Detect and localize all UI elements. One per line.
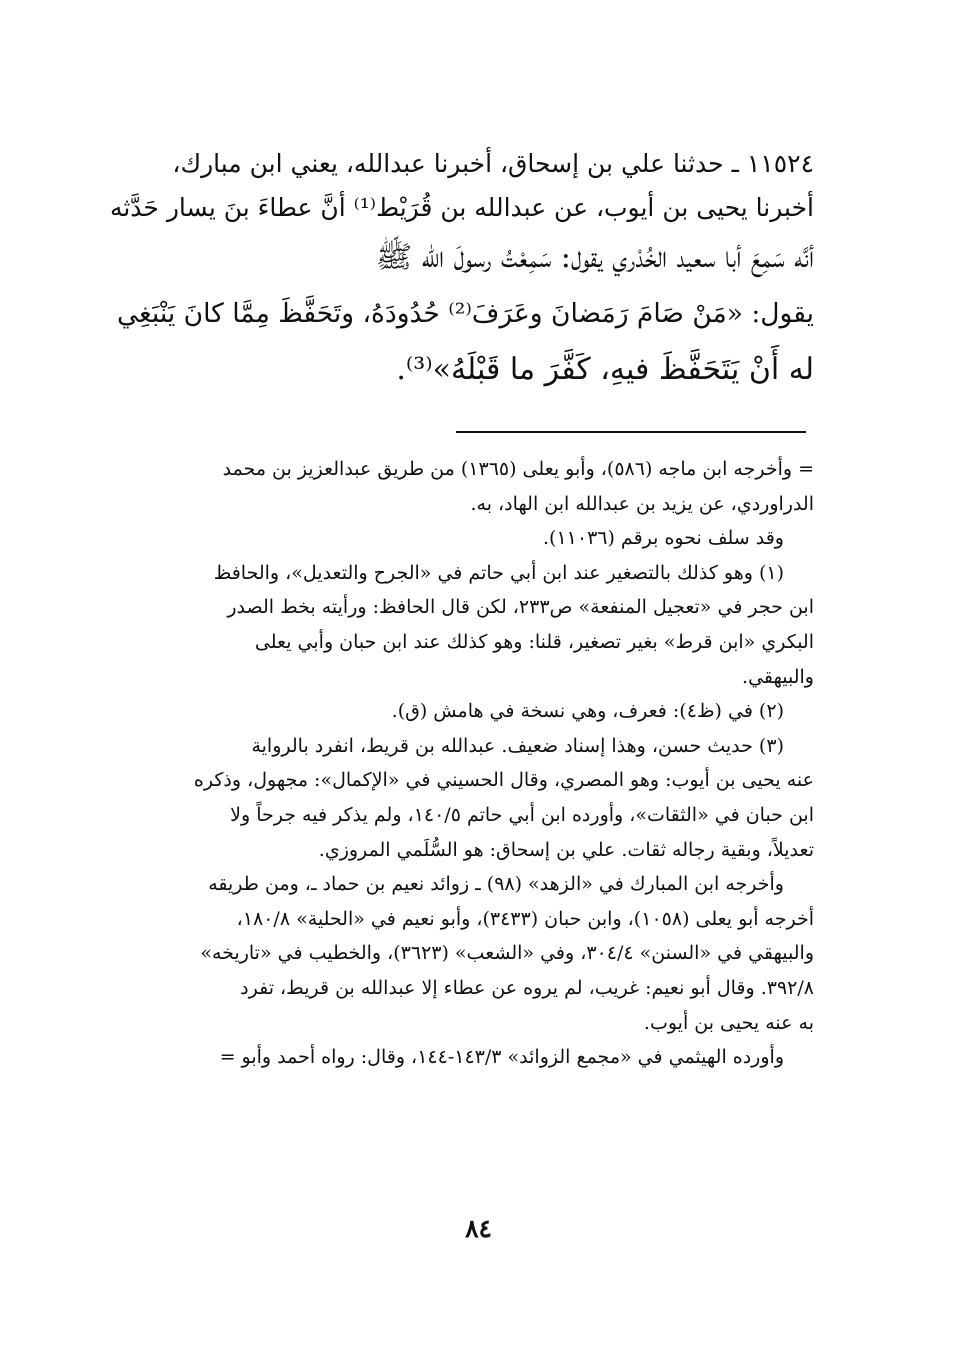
footnote-continuation-line: = وأخرجه ابن ماجه (٥٨٦)، وأبو يعلى (١٣٦٥) من طريق عبدالعزيز بن محمد [222, 458, 814, 480]
isnad-line-2: أخبرنا يحيى بن أيوب، عن عبدالله بن قُرَيْط⁽¹⁾ أنَّ عطاءَ بنَ يسار حَدَّثه [109, 193, 814, 222]
matn-line-3: له أَنْ يَتَحَفَّظَ فيهِ، كَفَّرَ ما قَبْلَهُ»⁽³⁾. [396, 352, 814, 387]
footnote-3-line: تعديلاً، وبقية رجاله ثقات. علي بن إسحاق: هو السُّلَمي المروزي. [318, 838, 814, 861]
footnote-2-line: (٢) في (ظ٤): فعرف، وهي نسخة في هامش (ق). [391, 700, 784, 723]
footnote-separator [456, 431, 806, 433]
matn-line-2: يقول: «مَنْ صَامَ رَمَضانَ وعَرَفَ⁽²⁾ حُدُودَهُ، وتَحَفَّظَ مِمَّا كانَ يَنْبَغِي [116, 298, 814, 329]
footnote-1-line: ابن حجر في «تعجيل المنفعة» ص٢٣٣، لكن قال الحافظ: ورأيته بخط الصدر [227, 596, 814, 619]
footnote-3-sources-line: أخرجه أبو يعلى (١٠٥٨)، وابن حبان (٣٤٣٣)، وأبو نعيم في «الحلية» ١٨٠/٨، [236, 907, 814, 930]
footnote-3-sources-line: والبيهقي في «السنن» ٣٠٤/٤، وفي «الشعب» (٣٦٢٣)، والخطيب في «تاريخه» [200, 942, 814, 965]
matn-line-1: أنَّه سَمِعَ أبا سعيد الخُدْري يقول: سَمِعْتُ رسولَ الله ﷺ [375, 240, 814, 275]
footnote-continuation-line: وقد سلف نحوه برقم (١١٠٣٦). [543, 527, 784, 550]
footnote-3-line: عنه يحيى بن أيوب: وهو المصري، وقال الحسيني في «الإكمال»: مجهول، وذكره [193, 769, 814, 792]
footnotes-block [108, 452, 814, 1075]
footnote-1-line: البكري «ابن قرط» بغير تصغير، قلنا: وهو كذلك عند ابن حبان وأبي يعلى [254, 630, 814, 653]
footnote-3-line: ابن حبان في «الثقات»، وأورده ابن أبي حاتم ١٤٠/٥، ولم يذكر فيه جرحاً ولا [230, 803, 814, 826]
footnote-3-sources-line: به عنه يحيى بن أيوب. [643, 1011, 814, 1034]
footnote-3-line: (٣) حديث حسن، وهذا إسناد ضعيف. عبدالله بن قريط، انفرد بالرواية [251, 734, 784, 757]
footnote-1-line: والبيهقي. [742, 665, 814, 688]
hadith-block [108, 142, 814, 398]
footnote-1-line: (١) وهو كذلك بالتصغير عند ابن أبي حاتم في «الجرح والتعديل»، والحافظ [213, 561, 784, 584]
footnote-3-sources-line: ٣٩٢/٨. وقال أبو نعيم: غريب، لم يروه عن عطاء إلا عبدالله بن قريط، تفرد [240, 976, 814, 999]
footnote-continuation-line: الدراوردي، عن يزيد بن عبدالله ابن الهاد، به. [470, 492, 814, 515]
footnote-3-sources-line: وأخرجه ابن المبارك في «الزهد» (٩٨) ـ زوائد نعيم بن حماد ـ، ومن طريقه [208, 873, 784, 896]
isnad-line-1: ١١٥٢٤ ـ حدثنا علي بن إسحاق، أخبرنا عبدالله، يعني ابن مبارك، [172, 149, 814, 178]
page-number: ٨٤ [465, 1214, 492, 1243]
footnote-3-haythami-line: وأورده الهيثمي في «مجمع الزوائد» ١٤٣/٣-١٤٤، وقال: رواه أحمد وأبو = [219, 1046, 784, 1069]
